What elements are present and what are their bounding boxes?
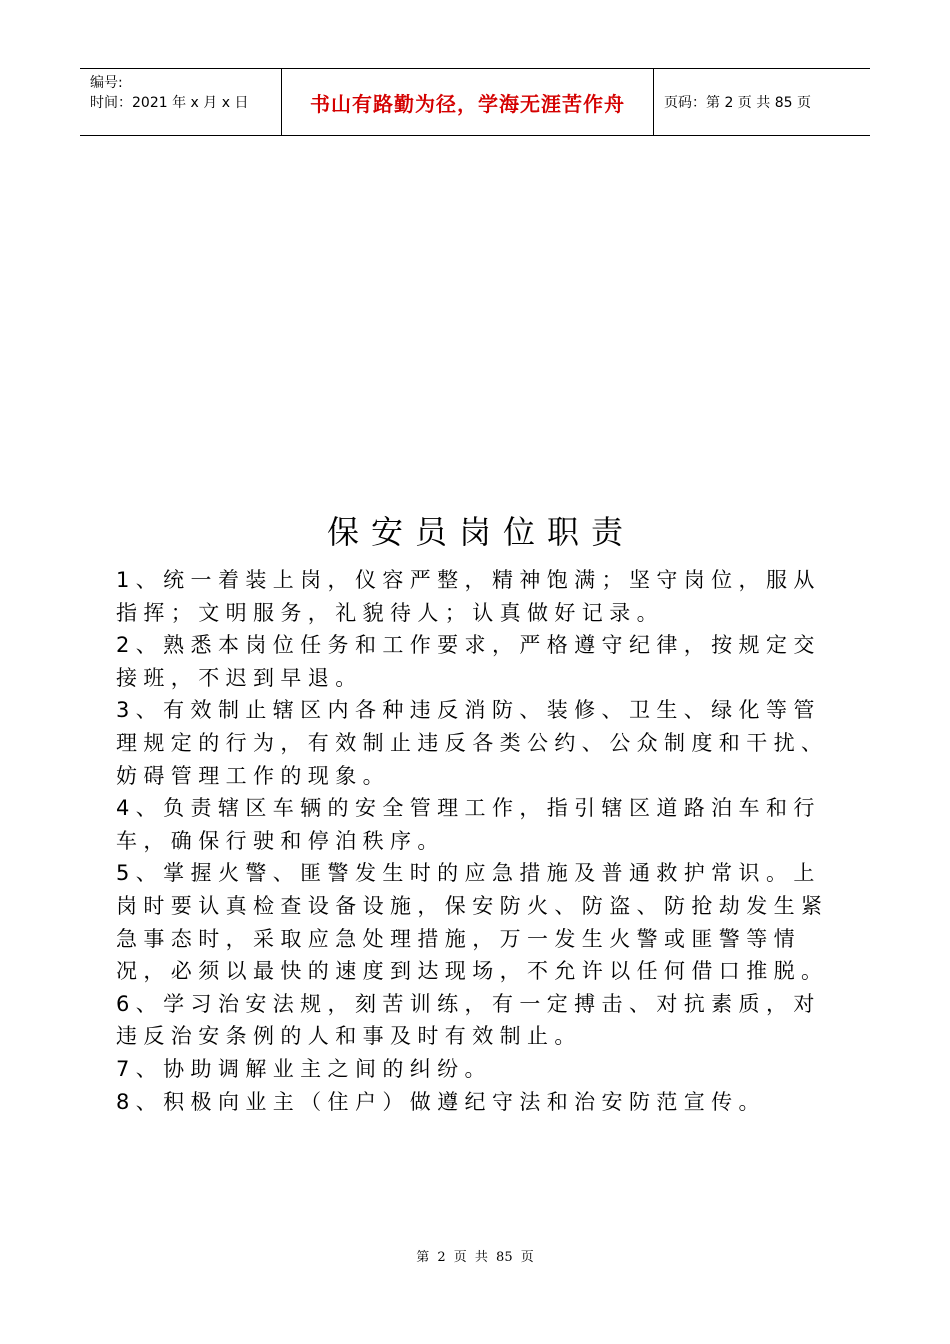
duty-item: 5、掌握火警、匪警发生时的应急措施及普通救护常识。上岗时要认真检查设备设施，保安防火、防盗、防抢劫发生紧急事态时，采取应急处理措施，万一发生火警或匪警等情况，必须以最快的速度到达现场，不允许以任何借口推脱。 (116, 861, 829, 984)
header-meta-cell (80, 69, 282, 135)
duty-item: 8、积极向业主（住户）做遵纪守法和治安防范宣传。 (116, 1089, 766, 1114)
duty-item: 3、有效制止辖区内各种违反消防、装修、卫生、绿化等管理规定的行为，有效制止违反各类公约、公众制度和干扰、妨碍管理工作的现象。 (116, 698, 829, 788)
duty-item: 2、熟悉本岗位任务和工作要求，严格遵守纪律，按规定交接班，不迟到早退。 (116, 633, 821, 690)
time-label: 时间：2021 年 x 月 x 日 (90, 95, 249, 111)
document-title: 保安员岗位职责 (326, 513, 635, 551)
duty-item: 4、负责辖区车辆的安全管理工作，指引辖区道路泊车和行车，确保行驶和停泊秩序。 (116, 796, 821, 853)
number-label: 编号: (90, 75, 123, 91)
duty-item: 1、统一着装上岗，仪容严整，精神饱满；坚守岗位，服从指挥；文明服务，礼貌待人；认真做好记录。 (116, 568, 821, 625)
header-page-cell (654, 69, 870, 135)
duty-item: 6、学习治安法规，刻苦训练，有一定搏击、对抗素质，对违反治安条例的人和事及时有效制止。 (116, 991, 821, 1049)
page-footer: 第 2 页 共 85 页 (416, 1250, 534, 1265)
header-motto-cell (282, 69, 654, 135)
duty-item: 7、协助调解业主之间的纠纷。 (116, 1056, 492, 1081)
page-info: 页码：第 2 页 共 85 页 (664, 95, 811, 111)
document-header (80, 68, 870, 136)
motto-text: 书山有路勤为径，学海无涯苦作舟 (310, 91, 625, 116)
duty-list (116, 564, 836, 1118)
